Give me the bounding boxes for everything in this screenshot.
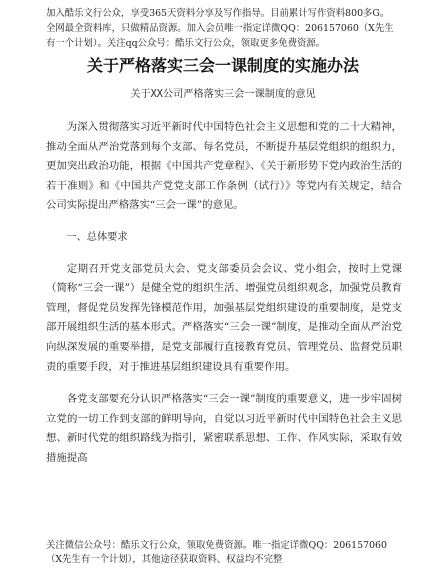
header-ad-line-3: 有一个计划）。关注qq公众号：酷乐文行公众，领取更多免费资源。 xyxy=(46,38,326,49)
document-body xyxy=(46,118,402,469)
header-advertisement xyxy=(46,6,400,51)
header-ad-line-1: 加入酷乐文行公众，享受365天资料分享及写作指导。目前累计写作资料800多G。 xyxy=(46,8,390,19)
body-paragraph-2: 各党支部要充分认识严格落实“三会一课”制度的重要意义，进一步牢固树立党的一切工作到支部的鲜明导向，自觉以习近平新时代中国特色社会主义思想、新时代党的组织路线为指引，紧密联系思想、工作、作风实际，采取有效措施提高 xyxy=(46,393,402,464)
document-subtitle: 关于XX公司严格落实三会一课制度的意见 xyxy=(130,89,316,100)
document-title: 关于严格落实三会一课制度的实施办法 xyxy=(86,56,359,75)
body-paragraph-1: 定期召开党支部党员大会、党支部委员会会议、党小组会，按时上党课（简称“三会一课”）是健全党的组织生活、增强党员组织观念，加强党员教育管理，督促党员发挥先锋模范作用，加强基层党组织建设的重要制度，是党支部开展组织生活的基本形式。严格落实“三会一课”制度，是推动全面从严治党向纵深发展的重要举措，是党支部履行直接教育党员、管理党员、监督党员职责的重要手段，对于推进基层组织建设具有重要作用。 xyxy=(46,262,402,373)
footer-ad-line-1: 关注微信公众号：酷乐文行公众，领取免费资源。唯一指定详微QQ：206157060 xyxy=(46,540,387,551)
header-ad-line-2: 全网最全资料库，只做精品资源。加入会员唯一指定详微QQ：206157060（X先生 xyxy=(46,23,394,34)
footer-advertisement xyxy=(46,539,400,567)
section-heading-general-requirements: 一、总体要求 xyxy=(66,231,128,243)
intro-paragraph: 为深入贯彻落实习近平新时代中国特色社会主义思想和党的二十大精神，推动全面从严治党落到每个支部、每名党员，不断提升基层党组织的组织力，更加突出政治功能，根据《中国共产党章程》、《关于新形势下党内政治生活的若干准则》和《中国共产党党支部工作条例（试行）》等党内有关规定，结合公司实际提出严格落实“三会一课”的意见。 xyxy=(46,121,402,212)
paragraph-gap xyxy=(46,377,402,390)
footer-ad-line-2: （X先生有一个计划），其他途径获取资料、权益均不完整 xyxy=(46,554,283,565)
